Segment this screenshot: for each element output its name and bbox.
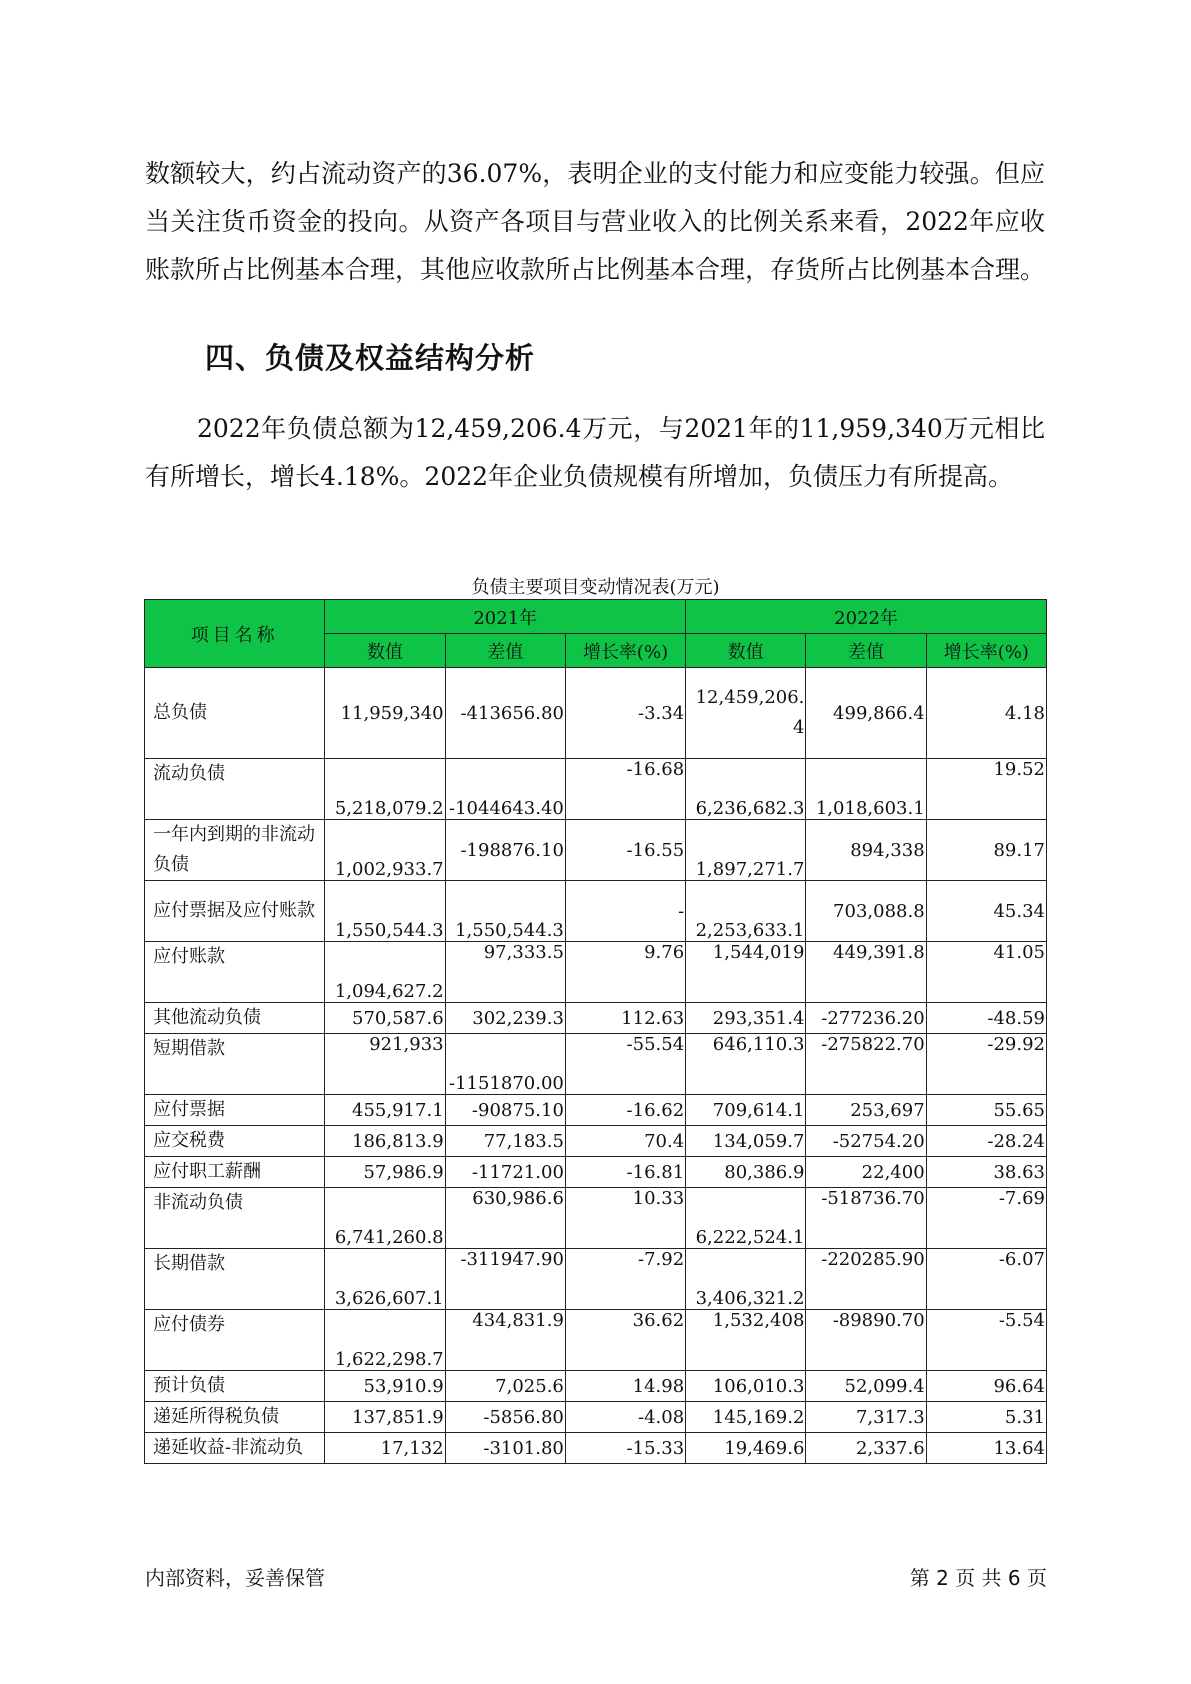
cell-rate-2021: 36.62 xyxy=(565,1310,685,1371)
cell-diff-2021: -90875.10 xyxy=(445,1095,565,1126)
cell-diff-2021: -413656.80 xyxy=(445,668,565,759)
cell-value-2022: 3,406,321.2 xyxy=(686,1249,806,1310)
cell-rate-2022: 5.31 xyxy=(926,1402,1046,1433)
cell-diff-2022: 1,018,603.1 xyxy=(806,759,926,820)
cell-diff-2022: 449,391.8 xyxy=(806,942,926,1003)
cell-rate-2022: 89.17 xyxy=(926,820,1046,881)
cell-rate-2021: -16.81 xyxy=(565,1157,685,1188)
cell-value-2022: 1,544,019 xyxy=(686,942,806,1003)
cell-rate-2022: -7.69 xyxy=(926,1188,1046,1249)
table-row xyxy=(145,1402,1047,1433)
cell-value-2022: 106,010.3 xyxy=(686,1371,806,1402)
cell-diff-2021: -1151870.00 xyxy=(445,1034,565,1095)
footer-confidential-note: 内部资料，妥善保管 xyxy=(145,1566,325,1590)
cell-value-2022: 145,169.2 xyxy=(686,1402,806,1433)
cell-diff-2021: -11721.00 xyxy=(445,1157,565,1188)
cell-value-2022: 134,059.7 xyxy=(686,1126,806,1157)
cell-rate-2021: 112.63 xyxy=(565,1003,685,1034)
table-row xyxy=(145,881,1047,942)
table-row xyxy=(145,1249,1047,1310)
cell-rate-2022: 13.64 xyxy=(926,1433,1046,1464)
table-caption: 负债主要项目变动情况表(万元) xyxy=(471,577,720,598)
table-row xyxy=(145,1371,1047,1402)
header-rate-2021: 增长率(%) xyxy=(565,634,685,668)
cell-diff-2021: -311947.90 xyxy=(445,1249,565,1310)
cell-value-2021: 3,626,607.1 xyxy=(325,1249,445,1310)
cell-rate-2021: - xyxy=(565,881,685,942)
row-label: 应付债券 xyxy=(145,1310,325,1371)
cell-rate-2022: 55.65 xyxy=(926,1095,1046,1126)
cell-rate-2022: 45.34 xyxy=(926,881,1046,942)
liabilities-table xyxy=(144,599,1047,1464)
cell-diff-2022: 7,317.3 xyxy=(806,1402,926,1433)
header-diff-2022: 差值 xyxy=(806,634,926,668)
header-year-2021: 2021年 xyxy=(325,600,686,634)
cell-rate-2022: 96.64 xyxy=(926,1371,1046,1402)
row-label: 递延所得税负债 xyxy=(145,1402,325,1433)
cell-diff-2022: -277236.20 xyxy=(806,1003,926,1034)
cell-rate-2021: 70.4 xyxy=(565,1126,685,1157)
cell-diff-2022: -518736.70 xyxy=(806,1188,926,1249)
cell-rate-2021: -55.54 xyxy=(565,1034,685,1095)
header-item-name: 项目名称 xyxy=(145,600,325,668)
cell-diff-2022: 499,866.4 xyxy=(806,668,926,759)
cell-diff-2021: -1044643.40 xyxy=(445,759,565,820)
row-label: 其他流动负债 xyxy=(145,1003,325,1034)
row-label: 短期借款 xyxy=(145,1034,325,1095)
footer-page-number: 第 2 页 共 6 页 xyxy=(909,1566,1047,1590)
cell-value-2021: 1,622,298.7 xyxy=(325,1310,445,1371)
cell-diff-2022: -220285.90 xyxy=(806,1249,926,1310)
cell-value-2021: 921,933 xyxy=(325,1034,445,1095)
table-row xyxy=(145,942,1047,1003)
cell-rate-2022: 19.52 xyxy=(926,759,1046,820)
cell-diff-2021: 434,831.9 xyxy=(445,1310,565,1371)
cell-rate-2021: -3.34 xyxy=(565,668,685,759)
table-row xyxy=(145,1095,1047,1126)
header-diff-2021: 差值 xyxy=(445,634,565,668)
row-label: 应付票据 xyxy=(145,1095,325,1126)
cell-rate-2022: -5.54 xyxy=(926,1310,1046,1371)
cell-diff-2021: -198876.10 xyxy=(445,820,565,881)
table-row xyxy=(145,1188,1047,1249)
cell-value-2021: 1,550,544.3 xyxy=(325,881,445,942)
cell-value-2022: 12,459,206.4 xyxy=(686,668,806,759)
row-label: 应交税费 xyxy=(145,1126,325,1157)
cell-rate-2021: -16.68 xyxy=(565,759,685,820)
table-row xyxy=(145,1034,1047,1095)
table-row xyxy=(145,1157,1047,1188)
cell-rate-2022: 41.05 xyxy=(926,942,1046,1003)
row-label: 长期借款 xyxy=(145,1249,325,1310)
cell-diff-2022: -52754.20 xyxy=(806,1126,926,1157)
cell-value-2022: 2,253,633.1 xyxy=(686,881,806,942)
cell-diff-2022: 2,337.6 xyxy=(806,1433,926,1464)
cell-rate-2021: 14.98 xyxy=(565,1371,685,1402)
cell-diff-2021: 630,986.6 xyxy=(445,1188,565,1249)
row-label: 总负债 xyxy=(145,668,325,759)
cell-value-2022: 19,469.6 xyxy=(686,1433,806,1464)
row-label: 应付账款 xyxy=(145,942,325,1003)
cell-rate-2021: -7.92 xyxy=(565,1249,685,1310)
cell-value-2022: 1,897,271.7 xyxy=(686,820,806,881)
header-value-2021: 数值 xyxy=(325,634,445,668)
cell-value-2022: 709,614.1 xyxy=(686,1095,806,1126)
cell-diff-2021: 1,550,544.3 xyxy=(445,881,565,942)
section-heading: 四、负债及权益结构分析 xyxy=(205,341,536,375)
cell-diff-2022: -275822.70 xyxy=(806,1034,926,1095)
row-label: 流动负债 xyxy=(145,759,325,820)
cell-value-2021: 17,132 xyxy=(325,1433,445,1464)
row-label: 非流动负债 xyxy=(145,1188,325,1249)
header-rate-2022: 增长率(%) xyxy=(926,634,1046,668)
cell-value-2021: 1,002,933.7 xyxy=(325,820,445,881)
cell-rate-2022: 38.63 xyxy=(926,1157,1046,1188)
table-row xyxy=(145,759,1047,820)
cell-diff-2022: 22,400 xyxy=(806,1157,926,1188)
cell-rate-2021: 9.76 xyxy=(565,942,685,1003)
cell-value-2021: 570,587.6 xyxy=(325,1003,445,1034)
cell-diff-2022: 253,697 xyxy=(806,1095,926,1126)
table-row xyxy=(145,668,1047,759)
cell-rate-2021: -4.08 xyxy=(565,1402,685,1433)
cell-diff-2022: 703,088.8 xyxy=(806,881,926,942)
table-row xyxy=(145,820,1047,881)
table-row xyxy=(145,1003,1047,1034)
body-paragraph-2: 2022年负债总额为12,459,206.4万元，与2021年的11,959,340万元相比有所增长，增长4.18%。2022年企业负债规模有所增加，负债压力有所提高。 xyxy=(145,414,1045,491)
row-label: 应付职工薪酬 xyxy=(145,1157,325,1188)
row-label: 递延收益-非流动负 xyxy=(145,1433,325,1464)
row-label: 一年内到期的非流动负债 xyxy=(145,820,325,881)
cell-diff-2021: 7,025.6 xyxy=(445,1371,565,1402)
header-value-2022: 数值 xyxy=(686,634,806,668)
cell-value-2022: 1,532,408 xyxy=(686,1310,806,1371)
cell-value-2021: 186,813.9 xyxy=(325,1126,445,1157)
cell-value-2021: 5,218,079.2 xyxy=(325,759,445,820)
cell-rate-2022: -48.59 xyxy=(926,1003,1046,1034)
table-row xyxy=(145,1310,1047,1371)
cell-rate-2021: -16.55 xyxy=(565,820,685,881)
header-year-2022: 2022年 xyxy=(686,600,1047,634)
body-paragraph-1: 数额较大，约占流动资产的36.07%，表明企业的支付能力和应变能力较强。但应当关注货币资金的投向。从资产各项目与营业收入的比例关系来看，2022年应收账款所占比例基本合理，其他应收款所占比例基本合理，存货所占比例基本合理。 xyxy=(145,159,1046,284)
cell-value-2021: 57,986.9 xyxy=(325,1157,445,1188)
cell-value-2022: 293,351.4 xyxy=(686,1003,806,1034)
table-row xyxy=(145,1126,1047,1157)
cell-value-2021: 137,851.9 xyxy=(325,1402,445,1433)
cell-rate-2021: -16.62 xyxy=(565,1095,685,1126)
cell-rate-2022: -29.92 xyxy=(926,1034,1046,1095)
table-row xyxy=(145,1433,1047,1464)
cell-value-2022: 6,222,524.1 xyxy=(686,1188,806,1249)
cell-diff-2021: 97,333.5 xyxy=(445,942,565,1003)
cell-rate-2021: 10.33 xyxy=(565,1188,685,1249)
cell-value-2021: 11,959,340 xyxy=(325,668,445,759)
cell-diff-2022: 894,338 xyxy=(806,820,926,881)
cell-value-2022: 6,236,682.3 xyxy=(686,759,806,820)
cell-rate-2022: 4.18 xyxy=(926,668,1046,759)
cell-diff-2022: 52,099.4 xyxy=(806,1371,926,1402)
cell-rate-2022: -6.07 xyxy=(926,1249,1046,1310)
cell-diff-2021: 302,239.3 xyxy=(445,1003,565,1034)
cell-value-2021: 1,094,627.2 xyxy=(325,942,445,1003)
cell-value-2021: 53,910.9 xyxy=(325,1371,445,1402)
cell-value-2021: 6,741,260.8 xyxy=(325,1188,445,1249)
cell-value-2021: 455,917.1 xyxy=(325,1095,445,1126)
cell-rate-2022: -28.24 xyxy=(926,1126,1046,1157)
cell-value-2022: 80,386.9 xyxy=(686,1157,806,1188)
cell-diff-2021: -5856.80 xyxy=(445,1402,565,1433)
cell-diff-2021: -3101.80 xyxy=(445,1433,565,1464)
cell-diff-2022: -89890.70 xyxy=(806,1310,926,1371)
cell-diff-2021: 77,183.5 xyxy=(445,1126,565,1157)
cell-value-2022: 646,110.3 xyxy=(686,1034,806,1095)
row-label: 预计负债 xyxy=(145,1371,325,1402)
row-label: 应付票据及应付账款 xyxy=(145,881,325,942)
cell-rate-2021: -15.33 xyxy=(565,1433,685,1464)
